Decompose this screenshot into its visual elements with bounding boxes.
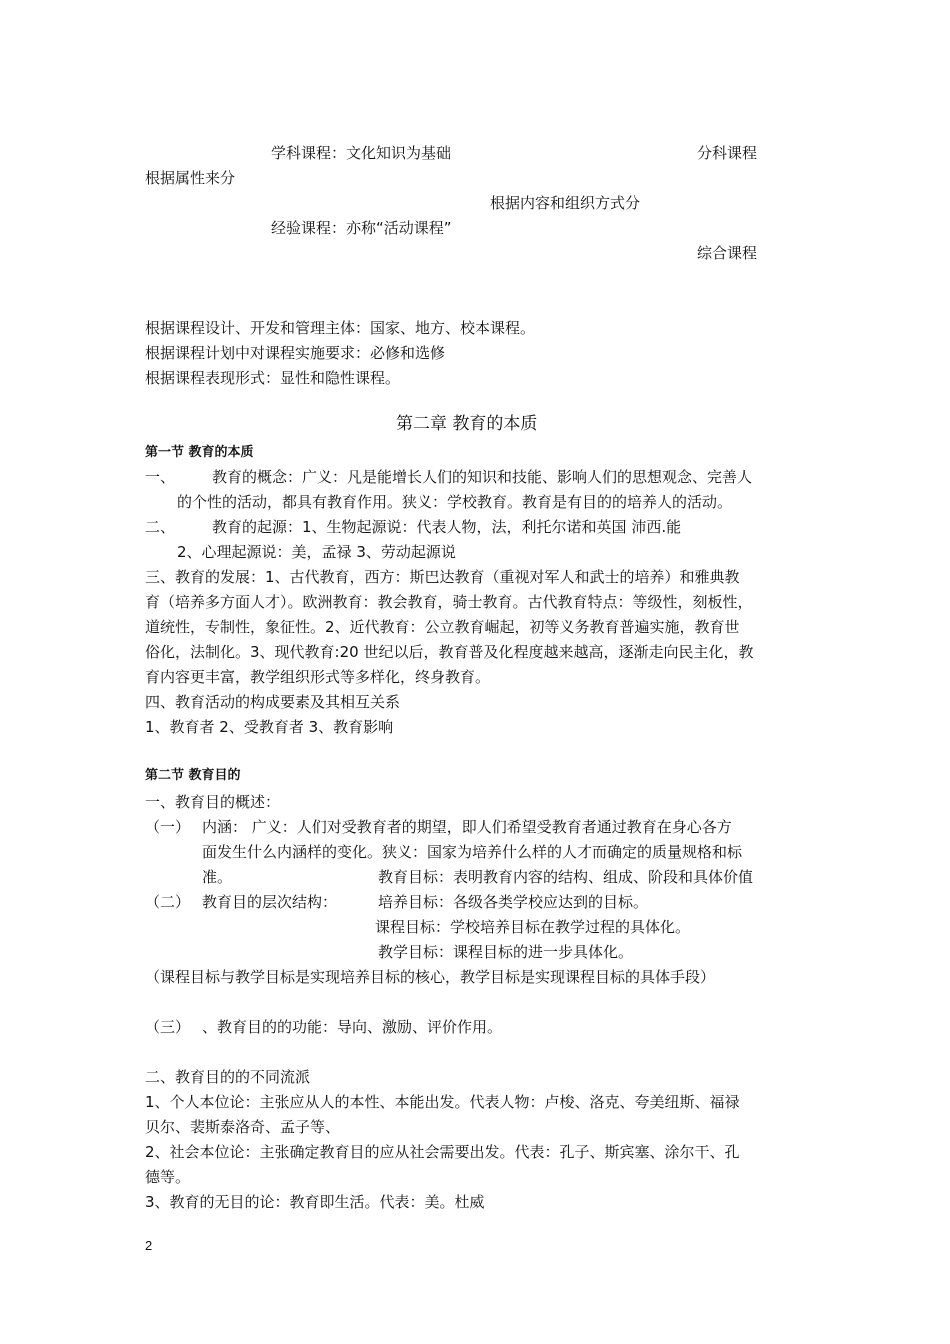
paragraph-line: 教学目标：课程目标的进一步具体化。	[378, 943, 634, 961]
paragraph-line: 3、教育的无目的论：教育即生活。代表：美。杜威	[145, 1193, 485, 1211]
paragraph-line: （课程目标与教学目标是实现培养目标的核心，教学目标是实现课程目标的具体手段）	[145, 968, 716, 986]
chapter-title: 第二章 教育的本质	[396, 414, 538, 434]
paragraph-line: 2、心理起源说：美，孟禄 3、劳动起源说	[177, 543, 456, 561]
paragraph-number: （二）	[145, 893, 191, 911]
paragraph-line: 的个性的活动，都具有教育作用。狭义：学校教育。教育是有目的的培养人的活动。	[177, 493, 733, 511]
paragraph-number: （三）	[145, 1018, 191, 1036]
paragraph-line: 教育的起源：1、生物起源说：代表人物，法，利托尔诺和英国 沛西.能	[212, 518, 682, 536]
paragraph-line: 一、教育目的概述：	[145, 793, 281, 811]
paragraph-line: 二、教育目的的不同流派	[145, 1068, 311, 1086]
paragraph-line: 四、教育活动的构成要素及其相互关系	[145, 693, 401, 711]
tree-subject-course: 学科课程：文化知识为基础	[271, 144, 452, 162]
paragraph-line: 1、个人本位论：主张应从人的本性、本能出发。代表人物：卢梭、洛克、夸美纽斯、福禄	[145, 1093, 740, 1111]
page-number: 2	[145, 1238, 153, 1253]
paragraph-line: 教育目的层次结构：	[202, 893, 338, 911]
section-heading: 第二节 教育目的	[145, 768, 241, 783]
paragraph-line: 面发生什么内涵样的变化。狭义：国家为培养什么样的人才而确定的质量规格和标	[202, 843, 743, 861]
paragraph-line: 贝尔、裴斯泰洛奇、孟子等、	[145, 1118, 341, 1136]
tree-by-attribute: 根据属性来分	[145, 169, 236, 187]
tree-integrated-course: 综合课程	[697, 244, 758, 262]
paragraph-line: 三、教育的发展：1、古代教育，西方：斯巴达教育（重视对军人和武士的培养）和雅典教	[145, 568, 740, 586]
paragraph-line: 俗化，法制化。3、现代教育:20 世纪以后，教育普及化程度越来越高，逐渐走向民主化，教	[145, 643, 754, 661]
paragraph-line: 育内容更丰富，教学组织形式等多样化，终身教育。	[145, 668, 491, 686]
paragraph-line: 培养目标：各级各类学校应达到的目标。	[378, 893, 649, 911]
classification-line: 根据课程设计、开发和管理主体：国家、地方、校本课程。	[145, 319, 536, 337]
paragraph-line: 育（培养多方面人才）。欧洲教育：教会教育，骑士教育。古代教育特点：等级性，刻板性，	[145, 593, 753, 611]
classification-line: 根据课程计划中对课程实施要求：必修和选修	[145, 344, 446, 362]
paragraph-line: 内涵： 广义：人们对受教育者的期望，即人们希望受教育者通过教育在身心各方	[202, 818, 732, 836]
paragraph-line: 1、教育者 2、受教育者 3、教育影响	[145, 718, 394, 736]
paragraph-line: 教育的概念：广义：凡是能增长人们的知识和技能、影响人们的思想观念、完善人	[212, 468, 753, 486]
paragraph-number: 二、	[145, 518, 176, 536]
paragraph-line: 教育目标：表明教育内容的结构、组成、阶段和具体价值	[378, 868, 754, 886]
paragraph-number: 一、	[145, 468, 176, 486]
tree-by-content: 根据内容和组织方式分	[490, 194, 641, 212]
tree-experience-course: 经验课程：亦称“活动课程”	[271, 219, 452, 237]
paragraph-number: （一）	[145, 818, 191, 836]
classification-line: 根据课程表现形式：显性和隐性课程。	[145, 369, 401, 387]
paragraph-line: 德等。	[145, 1168, 191, 1186]
paragraph-line: 道统性，专制性，象征性。2、近代教育：公立教育崛起，初等义务教育普遍实施，教育世	[145, 618, 740, 636]
paragraph-line: 课程目标：学校培养目标在教学过程的具体化。	[375, 918, 691, 936]
section-heading: 第一节 教育的本质	[145, 445, 254, 460]
paragraph-line: 准。	[202, 868, 233, 886]
tree-separate-course: 分科课程	[697, 144, 758, 162]
paragraph-line: 、教育目的的功能：导向、激励、评价作用。	[202, 1018, 503, 1036]
paragraph-line: 2、社会本位论：主张确定教育目的应从社会需要出发。代表：孔子、斯宾塞、涂尔干、孔	[145, 1143, 740, 1161]
